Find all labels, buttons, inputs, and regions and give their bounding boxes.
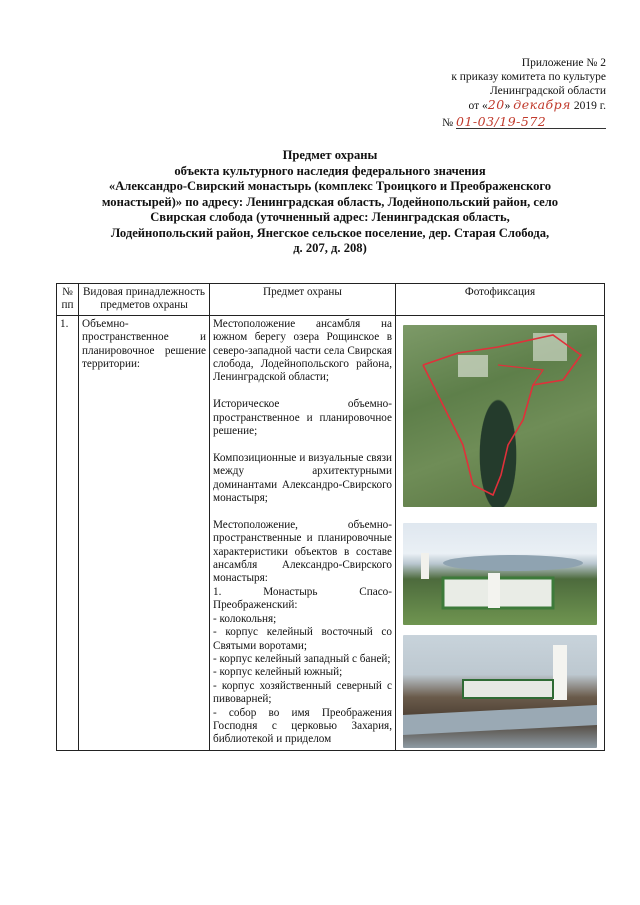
date-suffix: 2019 г.: [573, 100, 606, 112]
subject-para-3: Композиционные и визуальные связи между архитектурными доминантами Александро-Свирского монастыря;: [213, 451, 392, 505]
monastery-aerial-photo: [403, 523, 597, 625]
list-item: - колокольня;: [213, 612, 277, 625]
subject-para-2: Историческое объемно-пространственное и планировочное решение;: [213, 398, 392, 438]
appendix-date: [386, 98, 606, 113]
protection-table: [56, 283, 605, 751]
title-line-7: д. 207, д. 208): [293, 241, 367, 255]
list-item: 1. Монастырь Спасо-Преображенский:: [213, 585, 392, 612]
document-title: [60, 148, 600, 257]
date-day-handwritten: 20: [487, 97, 505, 112]
table-row: [57, 315, 605, 750]
river-photo-shapes: [403, 635, 597, 748]
subject-para-1: Местоположение ансамбля на южном берегу озера Рощинское в северо-западной части села Свирская слобода, Лодейнопольского района, Ленинградской области;: [213, 317, 392, 384]
list-item: - корпус келейный западный с баней;: [213, 652, 391, 665]
header-photo: Фотофиксация: [396, 284, 605, 316]
appendix-line-2: к приказу комитета по культуре: [451, 71, 606, 83]
title-line-6: Лодейнопольский район, Янегское сельское поселение, дер. Старая Слобода,: [110, 225, 550, 240]
row1-photos: [396, 315, 605, 750]
list-item: - корпус келейный восточный со Святыми воротами;: [213, 626, 392, 652]
list-item: - корпус хозяйственный северный с пивоварней;: [213, 679, 392, 706]
title-line-3: «Александро-Свирский монастырь (комплекс Троицкого и Преображенского: [108, 179, 552, 193]
appendix-line-1: Приложение № 2: [521, 57, 606, 69]
date-prefix: от «: [468, 100, 488, 112]
row1-num: 1.: [57, 315, 79, 750]
list-item: - собор во имя Преображения Господня с церковью Захария, библиотекой и приделом: [213, 706, 392, 746]
row1-subject: [210, 315, 396, 750]
date-mid: »: [504, 100, 511, 112]
date-month-handwritten: декабря: [513, 97, 571, 112]
title-line-4: монастырей)» по адресу: Ленинградская область, Лодейнопольский район, село: [101, 194, 559, 209]
header-subject: Предмет охраны: [210, 284, 396, 316]
row1-type: Объемно-пространственное и планировочное решение территории:: [79, 315, 210, 750]
number-handwritten: 01-03/19-572: [456, 115, 606, 129]
title-line-1: Предмет охраны: [282, 148, 378, 162]
header-num: № пп: [57, 284, 79, 316]
appendix-line-3: Ленинградской области: [489, 85, 606, 97]
table-header-row: [57, 284, 605, 316]
subject-para-4: [213, 519, 392, 747]
territory-boundary-overlay: [403, 325, 597, 507]
title-line-5: Свирская слобода (уточненный адрес: Ленинградская область,: [150, 210, 510, 224]
aerial-map-photo: [403, 325, 597, 507]
appendix-number: [386, 115, 606, 130]
title-line-2: объекта культурного наследия федерального значения: [174, 163, 486, 178]
subject-para-4-text: Местоположение, объемно-пространственные и планировочные характеристики объектов в составе ансамбля Александро-Свирского монастыря:: [213, 518, 392, 585]
number-prefix: №: [442, 117, 454, 129]
list-item: - корпус келейный южный;: [213, 666, 343, 679]
appendix-block: [386, 56, 606, 130]
header-type: Видовая принадлежность предметов охраны: [79, 284, 210, 316]
monastery-river-photo: [403, 635, 597, 748]
monastery-photo-shapes: [403, 523, 597, 625]
